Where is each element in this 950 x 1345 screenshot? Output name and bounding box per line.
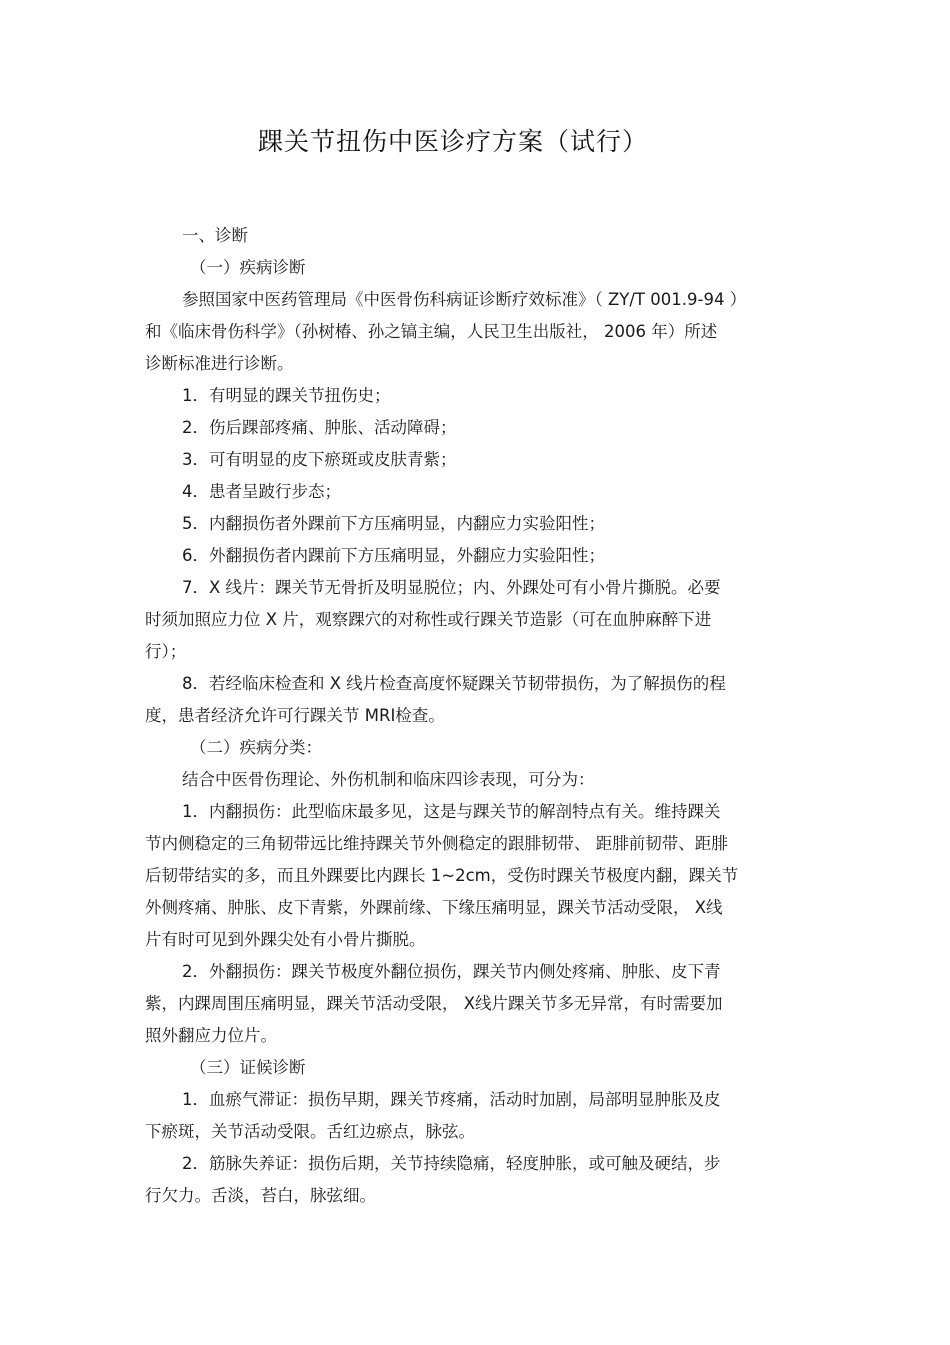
list-item: 2．伤后踝部疼痛、肿胀、活动障碍；	[182, 418, 457, 437]
list-item-continuation: 时须加照应力位 X 片，观察踝穴的对称性或行踝关节造影（可在血肿麻醉下进	[145, 610, 712, 629]
list-item-continuation: 紫，内踝周围压痛明显，踝关节活动受限， X线片踝关节多无异常，有时需要加	[145, 994, 723, 1013]
list-item: 1．血瘀气滞证：损伤早期，踝关节疼痛，活动时加剧，局部明显肿胀及皮	[182, 1090, 721, 1109]
list-item: 1．内翻损伤：此型临床最多见，这是与踝关节的解剖特点有关。维持踝关	[182, 802, 721, 821]
list-item-continuation: 外侧疼痛、肿胀、皮下青紫，外踝前缘、下缘压痛明显，踝关节活动受限， X线	[145, 898, 723, 917]
subsection-heading-syndrome-diagnosis: （三）证候诊断	[190, 1058, 306, 1077]
list-item: 5．内翻损伤者外踝前下方压痛明显，内翻应力实验阳性；	[182, 514, 605, 533]
list-item: 3．可有明显的皮下瘀斑或皮肤青紫；	[182, 450, 457, 469]
paragraph-line: 结合中医骨伤理论、外伤机制和临床四诊表现，可分为：	[182, 770, 595, 789]
list-item: 7．X 线片：踝关节无骨折及明显脱位；内、外踝处可有小骨片撕脱。必要	[182, 578, 721, 597]
document-title: 踝关节扭伤中医诊疗方案（试行）	[257, 127, 648, 156]
list-item: 8．若经临床检查和 X 线片检查高度怀疑踝关节韧带损伤，为了解损伤的程	[182, 674, 726, 693]
paragraph-line: 和《临床骨伤科学》（孙树椿、孙之镐主编，人民卫生出版社， 2006 年）所述	[145, 322, 718, 341]
list-item-continuation: 后韧带结实的多，而且外踝要比内踝长 1~2cm，受伤时踝关节极度内翻，踝关节	[145, 866, 739, 885]
list-item-continuation: 行欠力。舌淡，苔白，脉弦细。	[145, 1186, 376, 1205]
list-item: 2．筋脉失养证：损伤后期，关节持续隐痛，轻度肿胀，或可触及硬结，步	[182, 1154, 721, 1173]
section-heading-diagnosis: 一、诊断	[182, 226, 248, 245]
list-item-continuation: 下瘀斑，关节活动受限。舌红边瘀点，脉弦。	[145, 1122, 475, 1141]
list-item: 1．有明显的踝关节扭伤史；	[182, 386, 391, 405]
subsection-heading-disease-diagnosis: （一）疾病诊断	[190, 258, 306, 277]
list-item-continuation: 度，患者经济允许可行踝关节 MRI检查。	[145, 706, 445, 725]
list-item-continuation: 行）；	[145, 642, 187, 661]
list-item: 6．外翻损伤者内踝前下方压痛明显，外翻应力实验阳性；	[182, 546, 605, 565]
list-item-continuation: 节内侧稳定的三角韧带远比维持踝关节外侧稳定的跟腓韧带、 距腓前韧带、距腓	[145, 834, 728, 853]
list-item: 4．患者呈跛行步态；	[182, 482, 341, 501]
paragraph-line: 参照国家中医药管理局《中医骨伤科病证诊断疗效标准》（ ZY/T 001.9-94 ）	[182, 290, 747, 309]
list-item-continuation: 照外翻应力位片。	[145, 1026, 277, 1045]
list-item: 2．外翻损伤：踝关节极度外翻位损伤，踝关节内侧处疼痛、肿胀、皮下青	[182, 962, 721, 981]
subsection-heading-disease-classification: （二）疾病分类：	[190, 738, 322, 757]
list-item-continuation: 片有时可见到外踝尖处有小骨片撕脱。	[145, 930, 426, 949]
paragraph-line: 诊断标准进行诊断。	[145, 354, 294, 373]
